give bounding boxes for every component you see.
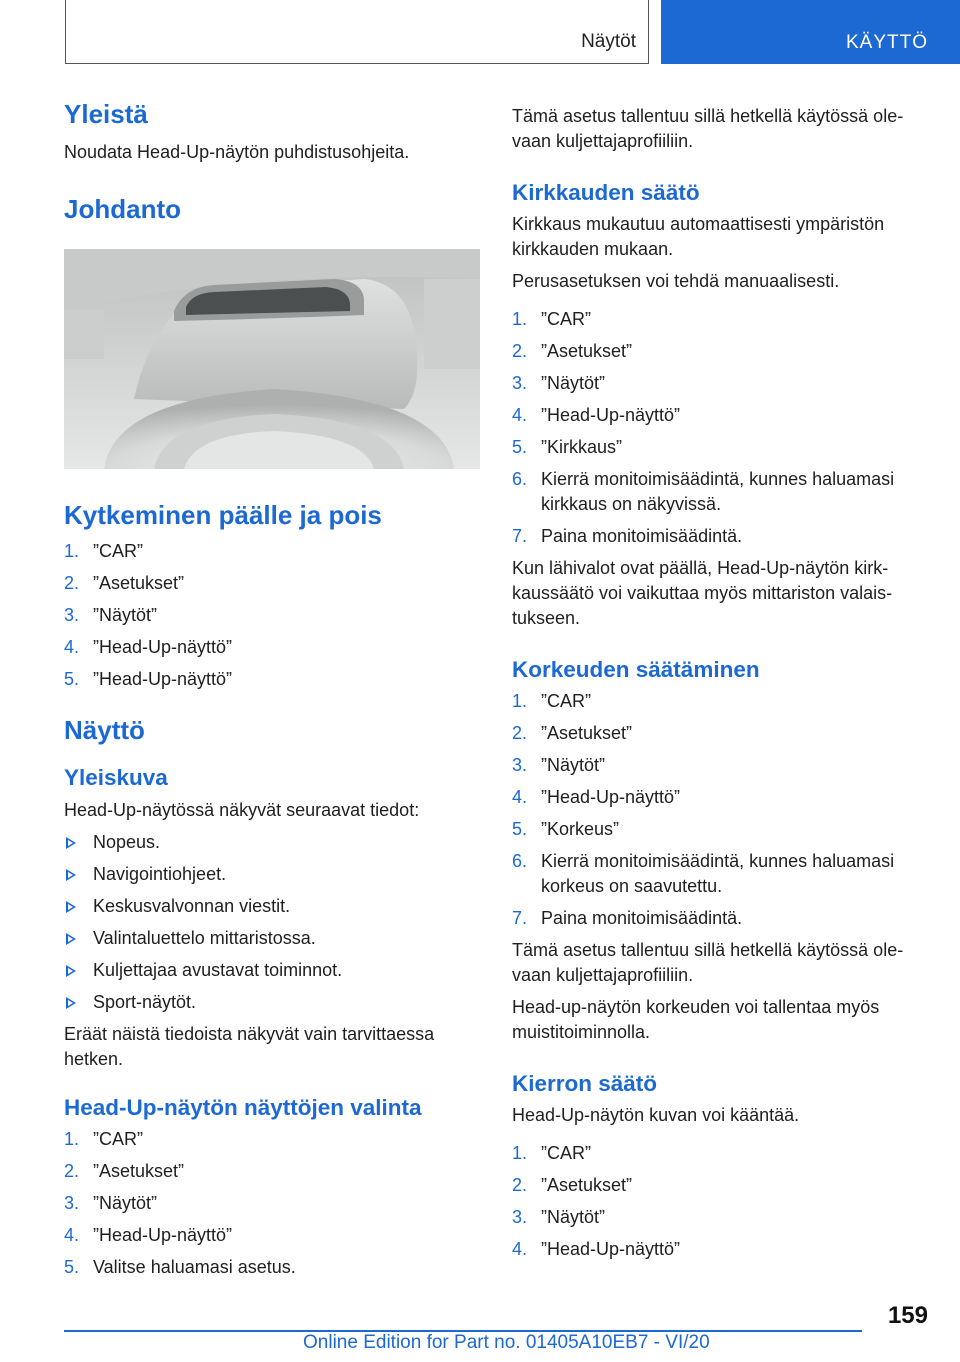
brightness-note: Kun lähivalot ovat päällä, Head-Up-näytön kirk- kaussäätö voi vaikuttaa myös mittariston valais- tukseen.: [512, 558, 893, 628]
list-item: Navigointiohjeet.: [64, 862, 484, 887]
list-item: 2. ”Asetukset”: [64, 573, 185, 593]
select-steps: [64, 1127, 484, 1280]
right-column: [512, 104, 928, 1262]
list-item: 3. ”Näytöt”: [512, 1207, 606, 1227]
list-item: 5. ”Korkeus”: [512, 819, 620, 839]
list-item: 5. Valitse haluamasi asetus.: [64, 1257, 296, 1277]
heading-display: Näyttö: [64, 715, 145, 745]
on-off-steps: [64, 539, 484, 692]
rotation-text: Head-Up-näytön kuvan voi kääntää.: [512, 1105, 800, 1125]
heading-rotation: Kierron säätö: [512, 1071, 658, 1096]
list-item: 3. ”Näytöt”: [512, 755, 606, 775]
list-item: Sport-näytöt.: [64, 990, 484, 1015]
list-item: 2. ”Asetukset”: [64, 1161, 185, 1181]
list-item: 2. ”Asetukset”: [512, 1175, 633, 1195]
list-item: 4. ”Head-Up-näyttö”: [64, 1225, 233, 1245]
heading-brightness: Kirkkauden säätö: [512, 180, 700, 205]
heading-select-displays: Head-Up-näytön näyttöjen valinta: [64, 1095, 422, 1120]
header-section-box: [65, 0, 649, 64]
left-column: [64, 98, 484, 1280]
list-item: 2. ”Asetukset”: [512, 341, 633, 361]
list-item: 7. Paina monitoimisäädintä.: [512, 908, 743, 928]
brightness-steps: [512, 307, 928, 549]
height-profile-text: Tämä asetus tallentuu sillä hetkellä käytössä ole- vaan kuljettajaprofiiliin.: [512, 940, 904, 985]
list-item: 5. ”Kirkkaus”: [512, 437, 623, 457]
list-item: 1. ”CAR”: [64, 1129, 143, 1149]
list-item: 1. ”CAR”: [512, 1143, 591, 1163]
header-chapter-box: [661, 0, 960, 64]
general-text: Noudata Head-Up-näytön puhdistusohjeita.: [64, 142, 410, 162]
heading-intro: Johdanto: [64, 194, 181, 224]
overview-list: [64, 830, 484, 1015]
brightness-manual-text: Perusasetuksen voi tehdä manuaalisesti.: [512, 271, 840, 291]
list-item: 3. ”Näytöt”: [512, 373, 606, 393]
list-item: 3. ”Näytöt”: [64, 605, 158, 625]
heading-on-off: Kytkeminen päälle ja pois: [64, 500, 382, 530]
header-section-title: Näytöt: [581, 31, 636, 52]
list-item: Kuljettajaa avustavat toiminnot.: [64, 958, 484, 983]
list-item: 1. ”CAR”: [64, 541, 143, 561]
header-chapter-title: KÄYTTÖ: [845, 32, 928, 53]
list-item: 1. ”CAR”: [512, 309, 591, 329]
brightness-text: Kirkkaus mukautuu automaattisesti ympäristön kirkkauden mukaan.: [512, 214, 885, 259]
head-up-display-photo: [64, 249, 480, 469]
overview-note: Eräät näistä tiedoista näkyvät vain tarvittaessa hetken.: [64, 1024, 435, 1069]
heading-overview: Yleiskuva: [64, 765, 168, 790]
list-item: Valintaluettelo mittaristossa.: [64, 926, 484, 951]
list-item: 6. Kierrä monitoimisäädintä, kunnes haluamasi korkeus on saavutettu.: [512, 851, 895, 896]
footer-edition-text: Online Edition for Part no. 01405A10EB7 - VI/20: [303, 1332, 710, 1353]
list-item: 3. ”Näytöt”: [64, 1193, 158, 1213]
heading-general: Yleistä: [64, 99, 148, 129]
list-item: 4. ”Head-Up-näyttö”: [64, 637, 233, 657]
list-item: 1. ”CAR”: [512, 691, 591, 711]
list-item: Keskusvalvonnan viestit.: [64, 894, 484, 919]
list-item: 5. ”Head-Up-näyttö”: [64, 669, 233, 689]
list-item: 4. ”Head-Up-näyttö”: [512, 405, 681, 425]
overview-text: Head-Up-näytössä näkyvät seuraavat tiedot:: [64, 800, 420, 820]
list-item: 7. Paina monitoimisäädintä.: [512, 526, 743, 546]
profile-text: Tämä asetus tallentuu sillä hetkellä käytössä ole- vaan kuljettajaprofiiliin.: [512, 106, 904, 151]
list-item: 2. ”Asetukset”: [512, 723, 633, 743]
height-steps: [512, 689, 928, 931]
rotation-steps: [512, 1141, 928, 1262]
list-item: 4. ”Head-Up-näyttö”: [512, 787, 681, 807]
list-item: Nopeus.: [64, 830, 484, 855]
list-item: 6. Kierrä monitoimisäädintä, kunnes haluamasi kirkkaus on näkyvissä.: [512, 469, 895, 514]
height-memory-text: Head-up-näytön korkeuden voi tallentaa myös muistitoiminnolla.: [512, 997, 880, 1042]
list-item: 4. ”Head-Up-näyttö”: [512, 1239, 681, 1259]
heading-height: Korkeuden säätäminen: [512, 657, 760, 682]
page-number: 159: [887, 1302, 928, 1329]
